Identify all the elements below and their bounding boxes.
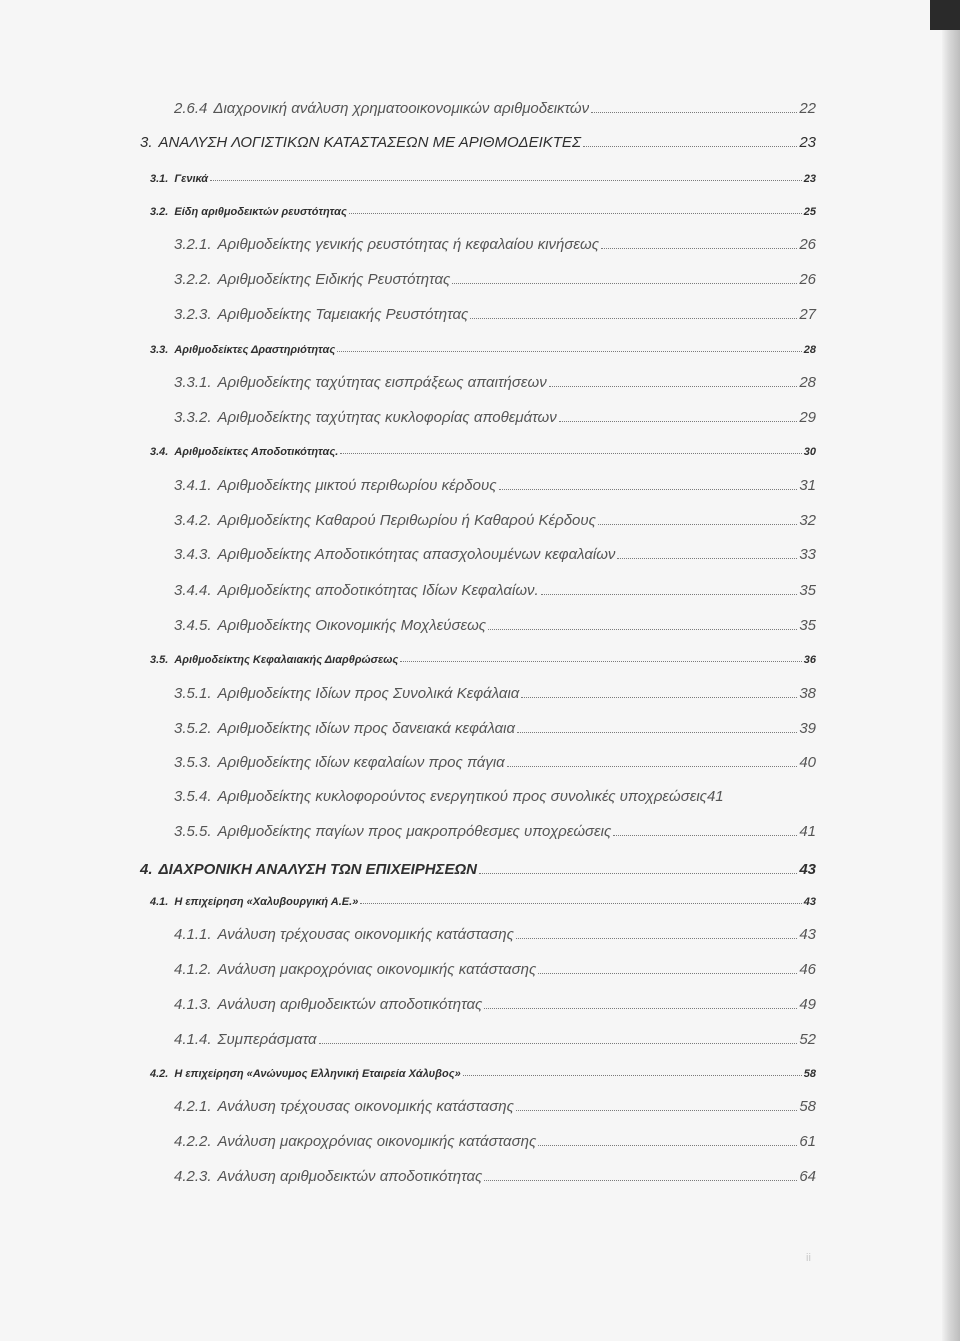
toc-entry-number: 3.5.5. [174, 823, 212, 840]
toc-entry-title: Αριθμοδείκτης ιδίων προς δανειακά κεφάλαια [217, 720, 516, 737]
toc-entry-number: 3.4. [150, 446, 169, 458]
toc-entry-page: 35 [799, 582, 816, 599]
dot-leader [400, 661, 801, 662]
toc-entry [174, 582, 816, 599]
toc-entry [174, 271, 816, 288]
toc-entry-title: Ανάλυση μακροχρόνιας οικονομικής κατάστασης [217, 961, 537, 978]
dot-leader [583, 146, 797, 147]
toc-entry [150, 1068, 816, 1080]
toc-entry-number: 3.4.2. [174, 512, 212, 529]
toc-entry-page: 35 [799, 617, 816, 634]
dot-leader [601, 248, 797, 249]
toc-entry [140, 861, 816, 878]
toc-entry-page: 39 [799, 720, 816, 737]
toc-entry [150, 206, 816, 218]
toc-entry-title: Αριθμοδείκτης αποδοτικότητας Ιδίων Κεφαλαίων. [217, 582, 539, 599]
toc-entry [174, 617, 816, 634]
toc-entry-page: 22 [799, 100, 816, 117]
dot-leader [499, 489, 798, 490]
toc-entry-title: Αριθμοδείκτης κυκλοφορούντος ενεργητικού προς συνολικές υποχρεώσεις [217, 788, 707, 805]
toc-entry-number: 3. [140, 134, 153, 151]
toc-entry [140, 134, 816, 151]
toc-entry-number: 3.3.2. [174, 409, 212, 426]
dot-leader [484, 1180, 797, 1181]
toc-entry-page: 25 [803, 206, 816, 218]
toc-entry-number: 4.2.3. [174, 1168, 212, 1185]
dot-leader [319, 1043, 798, 1044]
toc-entry-number: 3.4.4. [174, 582, 212, 599]
toc-entry [174, 374, 816, 391]
toc-entry-page: 26 [799, 236, 816, 253]
toc-entry [174, 961, 816, 978]
toc-entry-title: Η επιχείρηση «Χαλυβουργική Α.Ε.» [174, 896, 359, 908]
toc-entry-page: 36 [803, 654, 816, 666]
toc-entry-number: 3.1. [150, 173, 169, 185]
toc-entry [174, 1133, 816, 1150]
toc-entry-title: Η επιχείρηση «Ανώνυμος Ελληνική Εταιρεία Χάλυβος» [174, 1068, 461, 1080]
toc-entry-number: 4.1.4. [174, 1031, 212, 1048]
toc-entry-number: 3.2.2. [174, 271, 212, 288]
toc-entry-page: 31 [799, 477, 816, 494]
toc-entry-page: 30 [803, 446, 816, 458]
toc-entry-page: 58 [799, 1098, 816, 1115]
toc-entry-page: 26 [799, 271, 816, 288]
toc-entry [150, 173, 816, 185]
toc-entry-page: 43 [803, 896, 816, 908]
toc-entry [174, 546, 816, 563]
toc-entry-title: Αριθμοδείκτης ταχύτητας εισπράξεως απαιτήσεων [217, 374, 547, 391]
toc-entry [150, 344, 816, 356]
dot-leader [549, 386, 798, 387]
toc-entry-number: 4.1. [150, 896, 169, 908]
dot-leader [349, 213, 802, 214]
toc-entry-title: Αριθμοδείκτης Οικονομικής Μοχλεύσεως [217, 617, 487, 634]
toc-entry-page: 41 [706, 788, 724, 805]
toc-entry-page: 58 [803, 1068, 816, 1080]
dot-leader [517, 732, 797, 733]
toc-entry-number: 4.1.3. [174, 996, 212, 1013]
dot-leader [470, 318, 797, 319]
toc-entry-page: 52 [799, 1031, 816, 1048]
toc-entry [174, 236, 816, 253]
toc-entry-title: ΔΙΑΧΡΟΝΙΚΗ ΑΝΑΛΥΣΗ ΤΩΝ ΕΠΙΧΕΙΡΗΣΕΩΝ [158, 861, 478, 878]
dot-leader [617, 558, 797, 559]
toc-entry-number: 3.5.3. [174, 754, 212, 771]
toc-entry-number: 3.4.5. [174, 617, 212, 634]
dot-leader [598, 524, 797, 525]
toc-entry-page: 61 [799, 1133, 816, 1150]
toc-entry [174, 720, 816, 737]
toc-entry-page: 28 [799, 374, 816, 391]
toc-entry-title: Αριθμοδείκτης παγίων προς μακροπρόθεσμες υποχρεώσεις [217, 823, 612, 840]
toc-entry-title: Αριθμοδείκτες Αποδοτικότητας. [174, 446, 339, 458]
dot-leader [452, 283, 797, 284]
toc-entry-number: 4.2.2. [174, 1133, 212, 1150]
toc-entry [174, 477, 816, 494]
toc-entry-title: Συμπεράσματα [217, 1031, 317, 1048]
toc-entry-title: Αριθμοδείκτης ιδίων κεφαλαίων προς πάγια [217, 754, 505, 771]
toc-entry-page: 43 [799, 861, 816, 878]
dot-leader [521, 697, 797, 698]
dot-leader [538, 1145, 797, 1146]
toc-entry-page: 43 [799, 926, 816, 943]
toc-entry-title: Αριθμοδείκτης Κεφαλαιακής Διαρθρώσεως [174, 654, 399, 666]
dot-leader [340, 453, 801, 454]
toc-entry-number: 3.5.4. [174, 788, 212, 805]
toc-entry-title: Αριθμοδείκτης Αποδοτικότητας απασχολουμένων κεφαλαίων [217, 546, 616, 563]
toc-entry-title: Ανάλυση μακροχρόνιας οικονομικής κατάστασης [217, 1133, 537, 1150]
dot-leader [484, 1008, 797, 1009]
toc-entry-page: 29 [799, 409, 816, 426]
toc-entry-title: Ανάλυση αριθμοδεικτών αποδοτικότητας [217, 1168, 483, 1185]
toc-entry-number: 3.4.1. [174, 477, 212, 494]
dot-leader [337, 351, 802, 352]
toc-entry-number: 3.5.1. [174, 685, 212, 702]
toc-entry-number: 3.3. [150, 344, 169, 356]
toc-entry-page: 46 [799, 961, 816, 978]
toc-entry [174, 1098, 816, 1115]
toc-entry-title: Ανάλυση τρέχουσας οικονομικής κατάστασης [217, 926, 514, 943]
dot-leader [210, 180, 802, 181]
toc-entry-number: 3.4.3. [174, 546, 212, 563]
toc-entry-title: Αριθμοδείκτης γενικής ρευστότητας ή κεφαλαίου κινήσεως [217, 236, 599, 253]
toc-entry [174, 754, 816, 771]
toc-entry [150, 654, 816, 666]
toc-entry-title: Αριθμοδείκτης ταχύτητας κυκλοφορίας αποθεμάτων [217, 409, 557, 426]
toc-entry-title: Γενικά [174, 173, 209, 185]
toc-entry-number: 4. [140, 861, 153, 878]
toc-entry-number: 3.2.1. [174, 236, 212, 253]
toc-entry-page: 28 [803, 344, 816, 356]
dot-leader [507, 766, 798, 767]
toc-entry-page: 38 [799, 685, 816, 702]
page-edge-shadow [942, 0, 960, 1341]
toc-entry-number: 4.1.1. [174, 926, 212, 943]
toc-entry-title: Αριθμοδείκτης Ιδίων προς Συνολικά Κεφάλαια [217, 685, 520, 702]
toc-entry-title: Είδη αριθμοδεικτών ρευστότητας [174, 206, 347, 218]
toc-entry-page: 33 [799, 546, 816, 563]
toc-entry-number: 4.1.2. [174, 961, 212, 978]
toc-entry-title: Αριθμοδείκτης Ειδικής Ρευστότητας [217, 271, 451, 288]
toc-entry [174, 100, 816, 117]
toc-entry-number: 4.2. [150, 1068, 169, 1080]
scan-corner-mark [930, 0, 960, 30]
toc-entry [150, 896, 816, 908]
toc-entry-number: 2.6.4 [174, 100, 208, 117]
toc-entry-number: 3.5. [150, 654, 169, 666]
page-number-marker: ii [806, 1252, 811, 1264]
toc-entry [174, 788, 836, 805]
dot-leader [479, 873, 797, 874]
toc-entry [174, 409, 816, 426]
toc-entry-page: 40 [799, 754, 816, 771]
toc-entry-number: 4.2.1. [174, 1098, 212, 1115]
toc-entry [174, 1168, 816, 1185]
toc-entry-page: 64 [799, 1168, 816, 1185]
toc-entry-title: Ανάλυση τρέχουσας οικονομικής κατάστασης [217, 1098, 514, 1115]
dot-leader [516, 938, 797, 939]
toc-entry-page: 49 [799, 996, 816, 1013]
toc-entry-number: 3.2.3. [174, 306, 212, 323]
dot-leader [463, 1075, 802, 1076]
toc-entry-title: Αριθμοδείκτες Δραστηριότητας [174, 344, 336, 356]
toc-entry [174, 1031, 816, 1048]
toc-entry-title: Αριθμοδείκτης Ταμειακής Ρευστότητας [217, 306, 469, 323]
dot-leader [559, 421, 798, 422]
toc-entry-title: Ανάλυση αριθμοδεικτών αποδοτικότητας [217, 996, 483, 1013]
toc-entry-title: ΑΝΑΛΥΣΗ ΛΟΓΙΣΤΙΚΩΝ ΚΑΤΑΣΤΑΣΕΩΝ ΜΕ ΑΡΙΘΜΟΔΕΙΚΤΕΣ [158, 134, 581, 151]
toc-entry [150, 446, 816, 458]
toc-entry-page: 32 [799, 512, 816, 529]
dot-leader [360, 903, 801, 904]
toc-entry [174, 823, 816, 840]
toc-entry-page: 27 [799, 306, 816, 323]
toc-entry-page: 41 [799, 823, 816, 840]
toc-entry-title: Αριθμοδείκτης Καθαρού Περιθωρίου ή Καθαρού Κέρδους [217, 512, 596, 529]
toc-entry-number: 3.3.1. [174, 374, 212, 391]
toc-entry [174, 512, 816, 529]
dot-leader [538, 973, 797, 974]
toc-entry-title: Διαχρονική ανάλυση χρηματοοικονομικών αριθμοδεικτών [213, 100, 590, 117]
toc-entry-page: 23 [803, 173, 816, 185]
toc-entry-number: 3.2. [150, 206, 169, 218]
dot-leader [541, 594, 798, 595]
toc-entry [174, 996, 816, 1013]
toc-entry [174, 306, 816, 323]
dot-leader [516, 1110, 797, 1111]
dot-leader [613, 835, 797, 836]
toc-entry-number: 3.5.2. [174, 720, 212, 737]
toc-entry [174, 685, 816, 702]
dot-leader [591, 112, 797, 113]
toc-entry [174, 926, 816, 943]
dot-leader [488, 629, 797, 630]
toc-entry-title: Αριθμοδείκτης μικτού περιθωρίου κέρδους [217, 477, 497, 494]
toc-entry-page: 23 [799, 134, 816, 151]
